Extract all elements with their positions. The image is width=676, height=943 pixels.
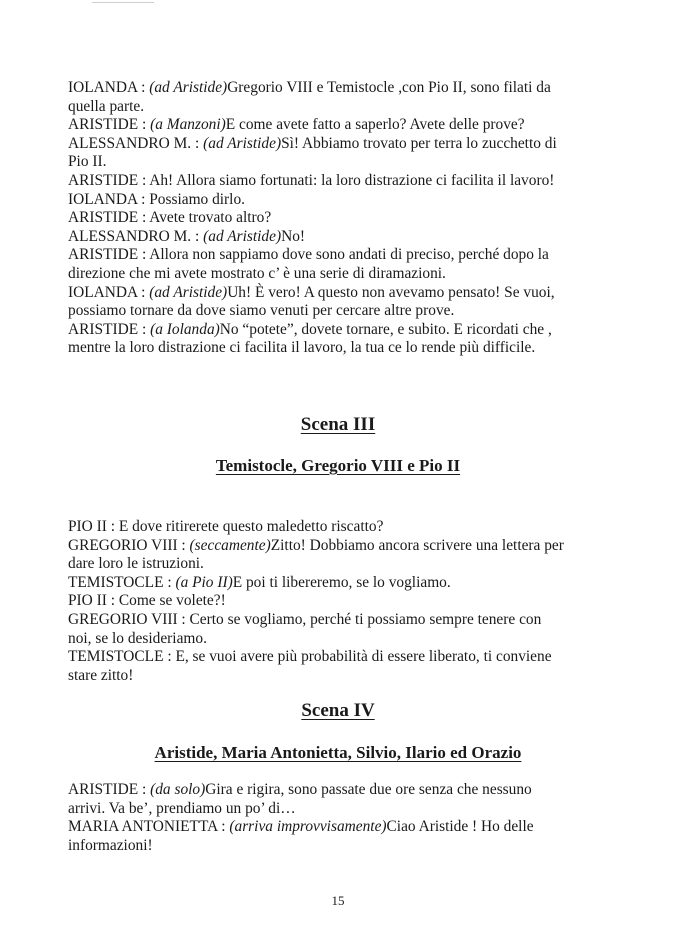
dialogue-continuation: arrivi. Va be’, prendiamo un po’ di… <box>68 799 296 817</box>
speaker-name: MARIA ANTONIETTA : <box>68 818 230 836</box>
dialogue-line <box>68 648 588 667</box>
dialogue-line <box>68 592 588 611</box>
dialogue-continuation: mentre la loro distrazione ci facilita il lavoro, la tua ce lo rende più difficile. <box>68 339 536 357</box>
dialogue-continuation: informazioni! <box>68 836 153 854</box>
dialogue-text: E, se vuoi avere più probabilità di essere liberato, ti conviene <box>175 648 552 666</box>
dialogue-line <box>68 246 588 265</box>
dialogue-block-scene-4 <box>68 781 588 855</box>
stage-direction: (a Pio II) <box>175 573 233 591</box>
stage-direction: (a Manzoni) <box>150 116 226 134</box>
dialogue-line <box>68 518 588 537</box>
dialogue-text: No! <box>281 227 306 245</box>
dialogue-continuation: quella parte. <box>68 97 145 115</box>
speaker-name: IOLANDA : <box>68 283 150 301</box>
dialogue-line <box>68 79 588 98</box>
top-rule <box>92 2 154 3</box>
dialogue-text: Ah! Allora siamo fortunati: la loro distrazione ci facilita il lavoro! <box>149 171 555 189</box>
speaker-name: TEMISTOCLE : <box>68 648 176 666</box>
stage-direction: (da solo) <box>150 781 206 798</box>
stage-direction: (ad Aristide) <box>149 79 228 96</box>
dialogue-text: Gregorio VIII e Temistocle ,con Pio II, sono filati da <box>227 79 551 96</box>
scene-3-cast: Temistocle, Gregorio VIII e Pio II <box>215 456 461 475</box>
dialogue-continuation: Pio II. <box>68 153 107 171</box>
stage-direction: (ad Aristide) <box>149 283 228 301</box>
dialogue-text: Avete trovato altro? <box>149 209 272 227</box>
dialogue-line <box>68 818 588 837</box>
scene-3-title: Scena III <box>300 414 376 435</box>
dialogue-line <box>68 781 588 800</box>
speaker-name: GREGORIO VIII : <box>68 610 190 628</box>
speaker-name: ARISTIDE : <box>68 116 151 134</box>
dialogue-text: Allora non sappiamo dove sono andati di preciso, perché dopo la <box>149 246 549 264</box>
page-number: 15 <box>331 893 345 908</box>
dialogue-text: No “potete”, dovete tornare, e subito. E ricordati che , <box>219 320 552 338</box>
stage-direction: (seccamente) <box>189 536 271 554</box>
dialogue-text: Sì! Abbiamo trovato per terra lo zucchetto di <box>281 134 557 152</box>
dialogue-line <box>68 574 588 593</box>
scene-4-title: Scena IV <box>301 700 375 721</box>
dialogue-block-scene-2 <box>68 79 588 358</box>
dialogue-line <box>68 135 588 154</box>
dialogue-text: E come avete fatto a saperlo? Avete delle prove? <box>225 116 525 134</box>
dialogue-line <box>68 209 588 228</box>
dialogue-line <box>68 116 588 135</box>
stage-direction: (ad Aristide) <box>203 134 282 152</box>
dialogue-line <box>68 172 588 191</box>
dialogue-text: Certo se vogliamo, perché ti possiamo sempre tenere con <box>189 610 542 628</box>
dialogue-line <box>68 537 588 556</box>
speaker-name: ARISTIDE : <box>68 171 150 189</box>
dialogue-continuation: noi, se lo desideriamo. <box>68 629 207 647</box>
dialogue-line <box>68 321 588 340</box>
stage-direction: (ad Aristide) <box>203 227 282 245</box>
dialogue-line <box>68 284 588 303</box>
dialogue-text: Uh! È vero! A questo non avevamo pensato! Se vuoi, <box>227 283 555 301</box>
speaker-name: ARISTIDE : <box>68 781 151 798</box>
dialogue-text: E poi ti libereremo, se lo vogliamo. <box>232 573 451 591</box>
stage-direction: (a Iolanda) <box>150 320 220 338</box>
dialogue-text: Zitto! Dobbiamo ancora scrivere una lettera per <box>270 536 564 554</box>
dialogue-text: Possiamo dirlo. <box>149 190 246 208</box>
dialogue-line <box>68 228 588 247</box>
speaker-name: ARISTIDE : <box>68 209 150 227</box>
dialogue-continuation: dare loro le istruzioni. <box>68 555 204 573</box>
dialogue-text: E dove ritirerete questo maledetto riscatto? <box>118 518 384 535</box>
stage-direction: (arriva improvvisamente) <box>229 818 387 836</box>
dialogue-text: Gira e rigira, sono passate due ore senza che nessuno <box>205 781 532 798</box>
dialogue-line <box>68 191 588 210</box>
dialogue-continuation: possiamo tornare da dove siamo venuti per cercare altre prove. <box>68 302 455 320</box>
speaker-name: ALESSANDRO M. : <box>68 227 204 245</box>
speaker-name: ARISTIDE : <box>68 320 151 338</box>
dialogue-block-scene-3 <box>68 518 588 685</box>
speaker-name: GREGORIO VIII : <box>68 536 190 554</box>
speaker-name: ALESSANDRO M. : <box>68 134 204 152</box>
dialogue-line <box>68 611 588 630</box>
speaker-name: TEMISTOCLE : <box>68 573 176 591</box>
speaker-name: ARISTIDE : <box>68 246 150 264</box>
speaker-name: IOLANDA : <box>68 190 150 208</box>
speaker-name: IOLANDA : <box>68 79 150 96</box>
dialogue-text: Come se volete?! <box>118 592 226 610</box>
scene-4-cast: Aristide, Maria Antonietta, Silvio, Ilario ed Orazio <box>154 743 522 762</box>
speaker-name: PIO II : <box>68 592 119 610</box>
dialogue-continuation: direzione che mi avete mostrato c’ è una serie di diramazioni. <box>68 264 446 282</box>
speaker-name: PIO II : <box>68 518 119 535</box>
dialogue-continuation: stare zitto! <box>68 666 134 684</box>
dialogue-text: Ciao Aristide ! Ho delle <box>386 818 534 836</box>
